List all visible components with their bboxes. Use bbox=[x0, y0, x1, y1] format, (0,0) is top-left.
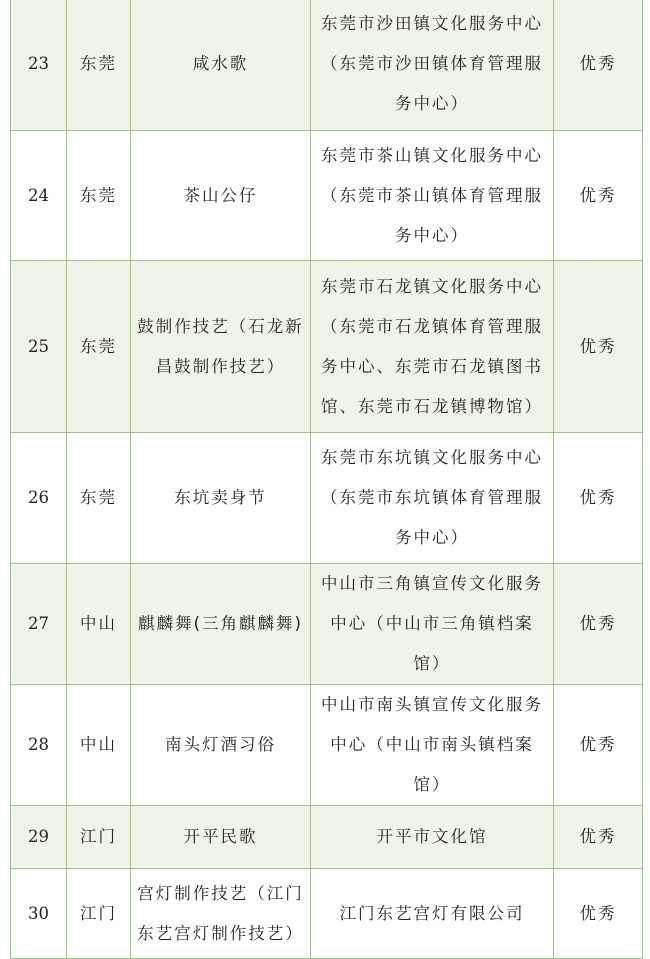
grade-cell: 优秀 bbox=[554, 806, 643, 869]
unit-cell: 开平市文化馆 bbox=[311, 806, 554, 869]
project-cell: 麒麟舞(三角麒麟舞) bbox=[131, 564, 311, 685]
unit-cell: 东莞市东坑镇文化服务中心（东莞市东坑镇体育管理服务中心） bbox=[311, 433, 554, 564]
grade-cell: 优秀 bbox=[554, 0, 643, 131]
project-cell: 宫灯制作技艺（江门东艺宫灯制作技艺） bbox=[131, 869, 311, 959]
row-number: 26 bbox=[11, 433, 67, 564]
table-row bbox=[11, 564, 643, 685]
table-row bbox=[11, 131, 643, 261]
table-row bbox=[11, 869, 643, 959]
table-row bbox=[11, 433, 643, 564]
unit-cell: 东莞市石龙镇文化服务中心（东莞市石龙镇体育管理服务中心、东莞市石龙镇图书馆、东莞市石龙镇博物馆） bbox=[311, 261, 554, 433]
project-cell: 开平民歌 bbox=[131, 806, 311, 869]
city-cell: 江门 bbox=[67, 806, 131, 869]
heritage-table bbox=[10, 0, 643, 959]
project-cell: 茶山公仔 bbox=[131, 131, 311, 261]
grade-cell: 优秀 bbox=[554, 869, 643, 959]
row-number: 29 bbox=[11, 806, 67, 869]
city-cell: 东莞 bbox=[67, 261, 131, 433]
grade-cell: 优秀 bbox=[554, 433, 643, 564]
unit-cell: 东莞市沙田镇文化服务中心（东莞市沙田镇体育管理服务中心） bbox=[311, 0, 554, 131]
row-number: 25 bbox=[11, 261, 67, 433]
unit-cell: 江门东艺宫灯有限公司 bbox=[311, 869, 554, 959]
project-cell: 咸水歌 bbox=[131, 0, 311, 131]
city-cell: 中山 bbox=[67, 685, 131, 806]
project-cell: 东坑卖身节 bbox=[131, 433, 311, 564]
table-row bbox=[11, 685, 643, 806]
unit-cell: 东莞市茶山镇文化服务中心（东莞市茶山镇体育管理服务中心） bbox=[311, 131, 554, 261]
table-row bbox=[11, 0, 643, 131]
project-cell: 南头灯酒习俗 bbox=[131, 685, 311, 806]
grade-cell: 优秀 bbox=[554, 261, 643, 433]
row-number: 24 bbox=[11, 131, 67, 261]
grade-cell: 优秀 bbox=[554, 564, 643, 685]
unit-cell: 中山市三角镇宣传文化服务中心（中山市三角镇档案馆） bbox=[311, 564, 554, 685]
city-cell: 江门 bbox=[67, 869, 131, 959]
unit-cell: 中山市南头镇宣传文化服务中心（中山市南头镇档案馆） bbox=[311, 685, 554, 806]
city-cell: 东莞 bbox=[67, 0, 131, 131]
row-number: 30 bbox=[11, 869, 67, 959]
city-cell: 中山 bbox=[67, 564, 131, 685]
city-cell: 东莞 bbox=[67, 131, 131, 261]
city-cell: 东莞 bbox=[67, 433, 131, 564]
row-number: 28 bbox=[11, 685, 67, 806]
project-cell: 鼓制作技艺（石龙新昌鼓制作技艺） bbox=[131, 261, 311, 433]
table-row bbox=[11, 261, 643, 433]
grade-cell: 优秀 bbox=[554, 685, 643, 806]
table-row bbox=[11, 806, 643, 869]
row-number: 27 bbox=[11, 564, 67, 685]
grade-cell: 优秀 bbox=[554, 131, 643, 261]
row-number: 23 bbox=[11, 0, 67, 131]
